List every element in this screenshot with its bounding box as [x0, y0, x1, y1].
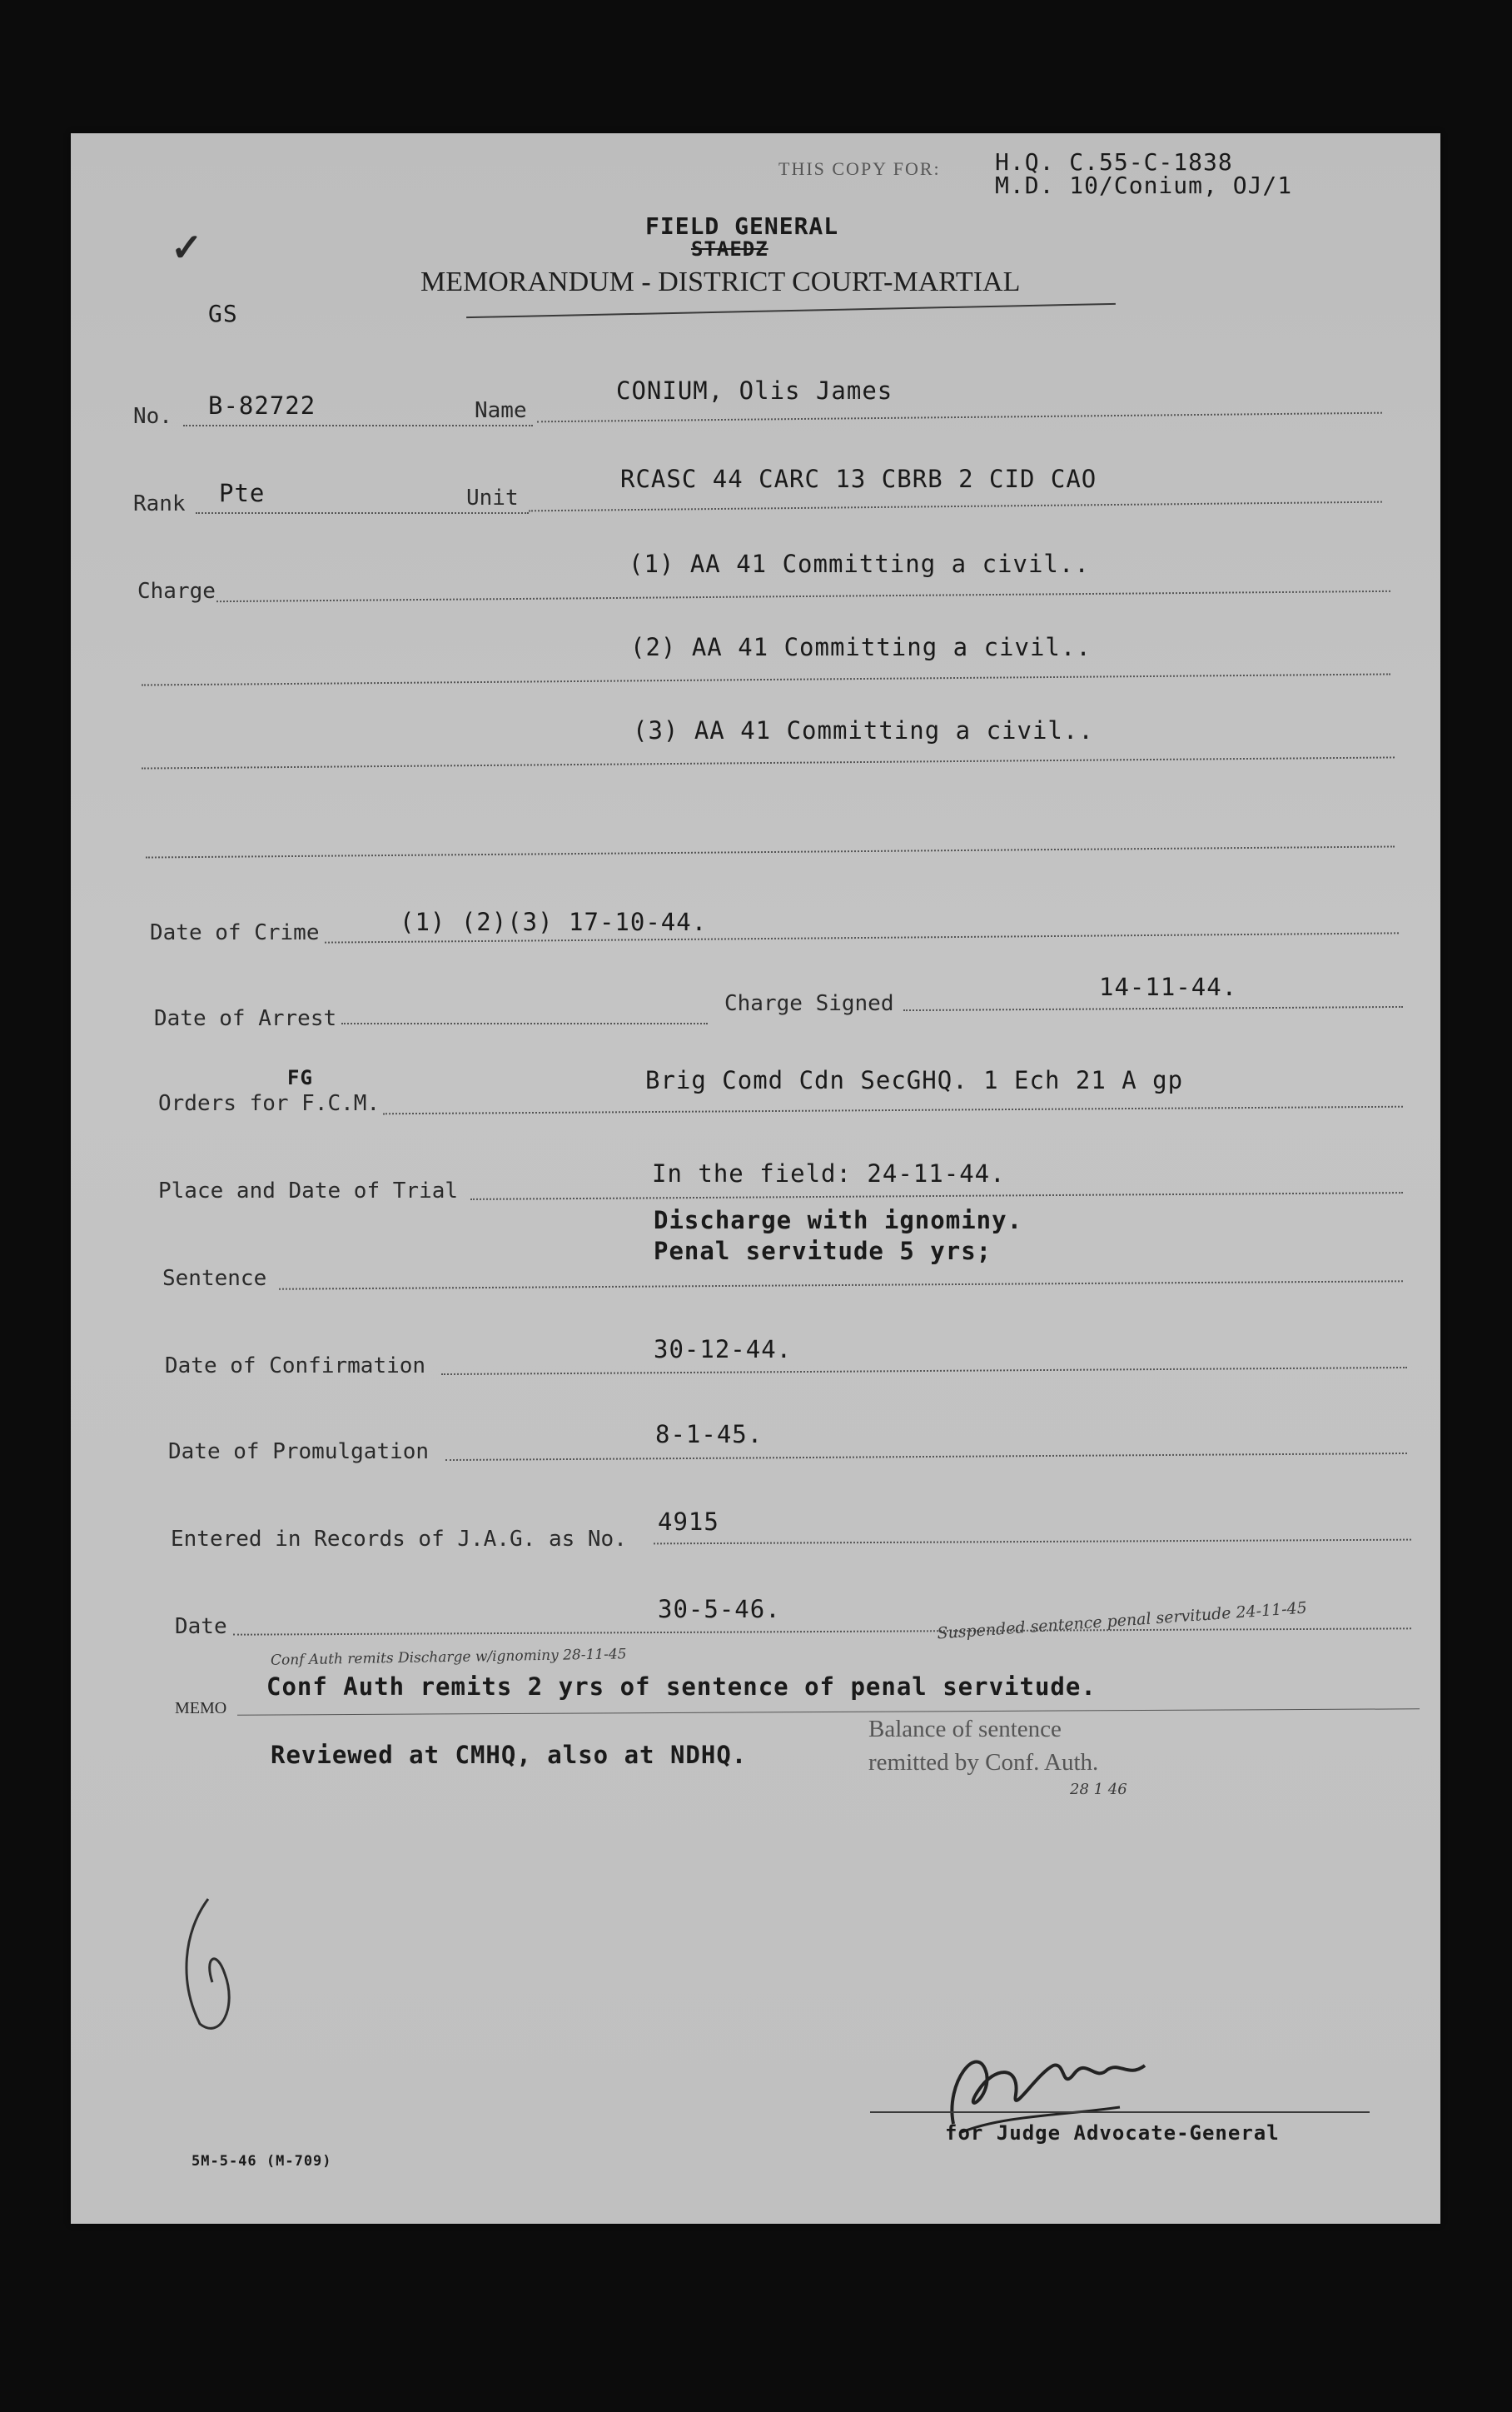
- rank-dots: [196, 512, 529, 514]
- confirmation-label: Date of Confirmation: [165, 1353, 426, 1378]
- crime-label: Date of Crime: [150, 920, 320, 945]
- charge-signed-label: Charge Signed: [724, 991, 894, 1016]
- no-dots: [183, 425, 533, 426]
- copy-for-line-1: H.Q. C.55-C-1838: [995, 148, 1233, 176]
- charge-signed-value: 14-11-44.: [1099, 973, 1238, 1001]
- arrest-label: Date of Arrest: [154, 1006, 337, 1031]
- unit-dots: [529, 501, 1382, 512]
- orders-dots: [383, 1106, 1403, 1115]
- title-underline: [466, 303, 1116, 318]
- signature-line: [870, 2111, 1370, 2113]
- memo-handwritten-right: Suspended sentence penal servitude 24-11-45: [936, 1598, 1308, 1643]
- document-title: MEMORANDUM - DISTRICT COURT-MARTIAL: [420, 267, 1021, 297]
- confirmation-dots: [441, 1367, 1407, 1375]
- charge-signed-dots: [903, 1006, 1403, 1011]
- memo-label: MEMO: [175, 1699, 227, 1717]
- confirmation-value: 30-12-44.: [654, 1335, 793, 1363]
- stamp-date: 28 1 46: [1070, 1781, 1127, 1798]
- charge-dots-4: [146, 845, 1395, 858]
- charge-dots-1: [216, 591, 1390, 602]
- charge-1: (1) AA 41 Committing a civil..: [629, 550, 1090, 578]
- promulgation-label: Date of Promulgation: [168, 1439, 430, 1464]
- charge-dots-3: [142, 756, 1395, 769]
- sentence-line-1: Discharge with ignominy.: [654, 1206, 1023, 1234]
- charge-3: (3) AA 41 Committing a civil..: [633, 716, 1094, 745]
- unit-label: Unit: [466, 486, 519, 511]
- no-value: B-82722: [208, 391, 316, 420]
- date-value: 30-5-46.: [658, 1595, 781, 1623]
- rank-value: Pte: [219, 479, 266, 507]
- trial-label: Place and Date of Trial: [158, 1179, 459, 1204]
- document-sheet: [71, 133, 1440, 2224]
- stamp-line-1: Balance of sentence: [868, 1716, 1062, 1742]
- memo-typed-2: Reviewed at CMHQ, also at NDHQ.: [271, 1741, 748, 1769]
- initials-scribble: [175, 1882, 275, 2049]
- unit-value: RCASC 44 CARC 13 CBRB 2 CID CAO: [620, 465, 1097, 493]
- orders-value: Brig Comd Cdn SecGHQ. 1 Ech 21 A gp: [645, 1066, 1184, 1094]
- copy-for-line-2: M.D. 10/Conium, OJ/1: [995, 172, 1293, 199]
- sentence-label: Sentence: [162, 1266, 267, 1291]
- name-dots: [537, 412, 1382, 423]
- date-label: Date: [175, 1614, 227, 1639]
- name-value: CONIUM, Olis James: [616, 376, 893, 405]
- jag-value: 4915: [658, 1508, 719, 1536]
- form-code: 5M-5-46 (M-709): [191, 2153, 332, 2170]
- sentence-line-2: Penal servitude 5 yrs;: [654, 1237, 992, 1265]
- rank-label: Rank: [133, 491, 186, 516]
- no-label: No.: [133, 404, 172, 429]
- charge-dots-2: [142, 673, 1390, 685]
- copy-for-label: THIS COPY FOR:: [778, 158, 941, 179]
- check-mark: ✓: [171, 225, 203, 270]
- stamp-line-2: remitted by Conf. Auth.: [868, 1749, 1099, 1776]
- charge-label: Charge: [137, 579, 216, 604]
- memo-handwritten-left: Conf Auth remits Discharge w/ignominy 28-11-45: [270, 1646, 627, 1669]
- memo-typed-1: Conf Auth remits 2 yrs of sentence of penal servitude.: [266, 1672, 1097, 1701]
- jag-label: Entered in Records of J.A.G. as No.: [171, 1527, 627, 1552]
- arrest-dots: [341, 1023, 708, 1024]
- gs-mark: GS: [208, 300, 238, 327]
- crime-value: (1) (2)(3) 17-10-44.: [400, 908, 708, 936]
- trial-value: In the field: 24-11-44.: [652, 1159, 1006, 1188]
- charge-2: (2) AA 41 Committing a civil..: [630, 633, 1092, 661]
- trial-dots: [470, 1192, 1403, 1200]
- memo-dots: [237, 1708, 1420, 1715]
- jag-dots: [654, 1539, 1411, 1545]
- orders-label: Orders for F.C.M.: [158, 1091, 380, 1116]
- orders-superscript: FG: [287, 1066, 313, 1089]
- field-general-heading: FIELD GENERAL: [645, 212, 839, 240]
- struck-word: STAEDZ: [691, 237, 768, 261]
- sentence-dots: [279, 1280, 1403, 1289]
- promulgation-dots: [445, 1453, 1407, 1461]
- name-label: Name: [475, 398, 527, 423]
- promulgation-value: 8-1-45.: [655, 1420, 763, 1448]
- date-dots: [233, 1627, 1411, 1635]
- signature-title: for Judge Advocate-General: [945, 2121, 1280, 2145]
